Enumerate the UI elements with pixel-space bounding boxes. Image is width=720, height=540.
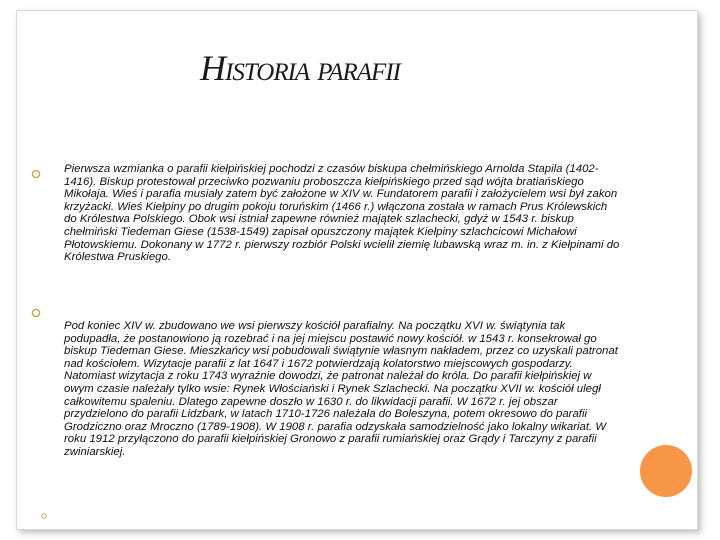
open-circle-bullet-icon <box>30 307 42 319</box>
orange-circle-decoration <box>640 445 692 497</box>
open-circle-bullet-icon <box>30 168 42 180</box>
paragraph-1: Pierwsza wzmianka o parafii kiełpińskiej pochodzi z czasów biskupa chełmińskiego Arnolda Stapila (1402-1416). Biskup protestował przeciwko pozwaniu proboszcza kiełpińskiego przed sąd wójta bratiańskiego Mikołaja. Wieś i parafia musiały zatem być założone w XIV w. Fundatorem parafii i założycielem wsi był zakon krzyżacki. Wieś Kiełpiny po drugim pokoju toruńskim (1466 r.) włączona została w ramach Prus Królewskich do Królestwa Polskiego. Obok wsi istniał zapewne również majątek szlachecki, gdyż w 1543 r. biskup chełmiński Tiedeman Giese (1538-1549) zapisał opuszczony majątek Kiełpiny szlachcicowi Michałowi Płotowskiemu. Dokonany w 1772 r. pierwszy rozbiór Polski wcielił ziemię lubawską wraz m. in. z Kiełpinami do Królestwa Pruskiego. <box>64 163 620 264</box>
open-circle-bullet-icon <box>38 510 50 522</box>
slide-title: Historia parafii <box>200 48 400 88</box>
paragraph-2: Pod koniec XIV w. zbudowano we wsi pierwszy kościół parafialny. Na początku XVI w. świątynia tak podupadła, że postanowiono ją rozebrać i na jej miejscu postawić nowy kościół. w 1543 r. konsekrował go biskup Tiedeman Giese. Mieszkańcy wsi pobudowali świątynie własnym nakładem, przez co uzyskali patronat nad kościołem. Wizytacje parafii z lat 1647 i 1672 potwierdzają kolatorstwo miejscowych gospodarzy. Natomiast wizytacja z roku 1743 wyraźnie dowodzi, że patronat należał do króla. Do parafii kiełpińskiej w owym czasie należały tylko wsie: Rynek Włościański i Rynek Szlachecki. Na początku XVII w. kościół uległ całkowitemu spaleniu. Dlatego zapewne doszło w 1630 r. do likwidacji parafii. W 1672 r. jej obszar przydzielono do parafii Lidzbark, w latach 1710-1726 należała do Boleszyna, potem okresowo do parafii Grodziczno oraz Mroczno (1789-1908). W 1908 r. parafia odzyskała samodzielność jako lokalny wikariat. W roku 1912 przyłączono do parafii kiełpińskiej Gronowo z parafii rumiańskiej oraz Grądy i Tarczyny z parafii zwiniarskiej. <box>64 320 618 458</box>
